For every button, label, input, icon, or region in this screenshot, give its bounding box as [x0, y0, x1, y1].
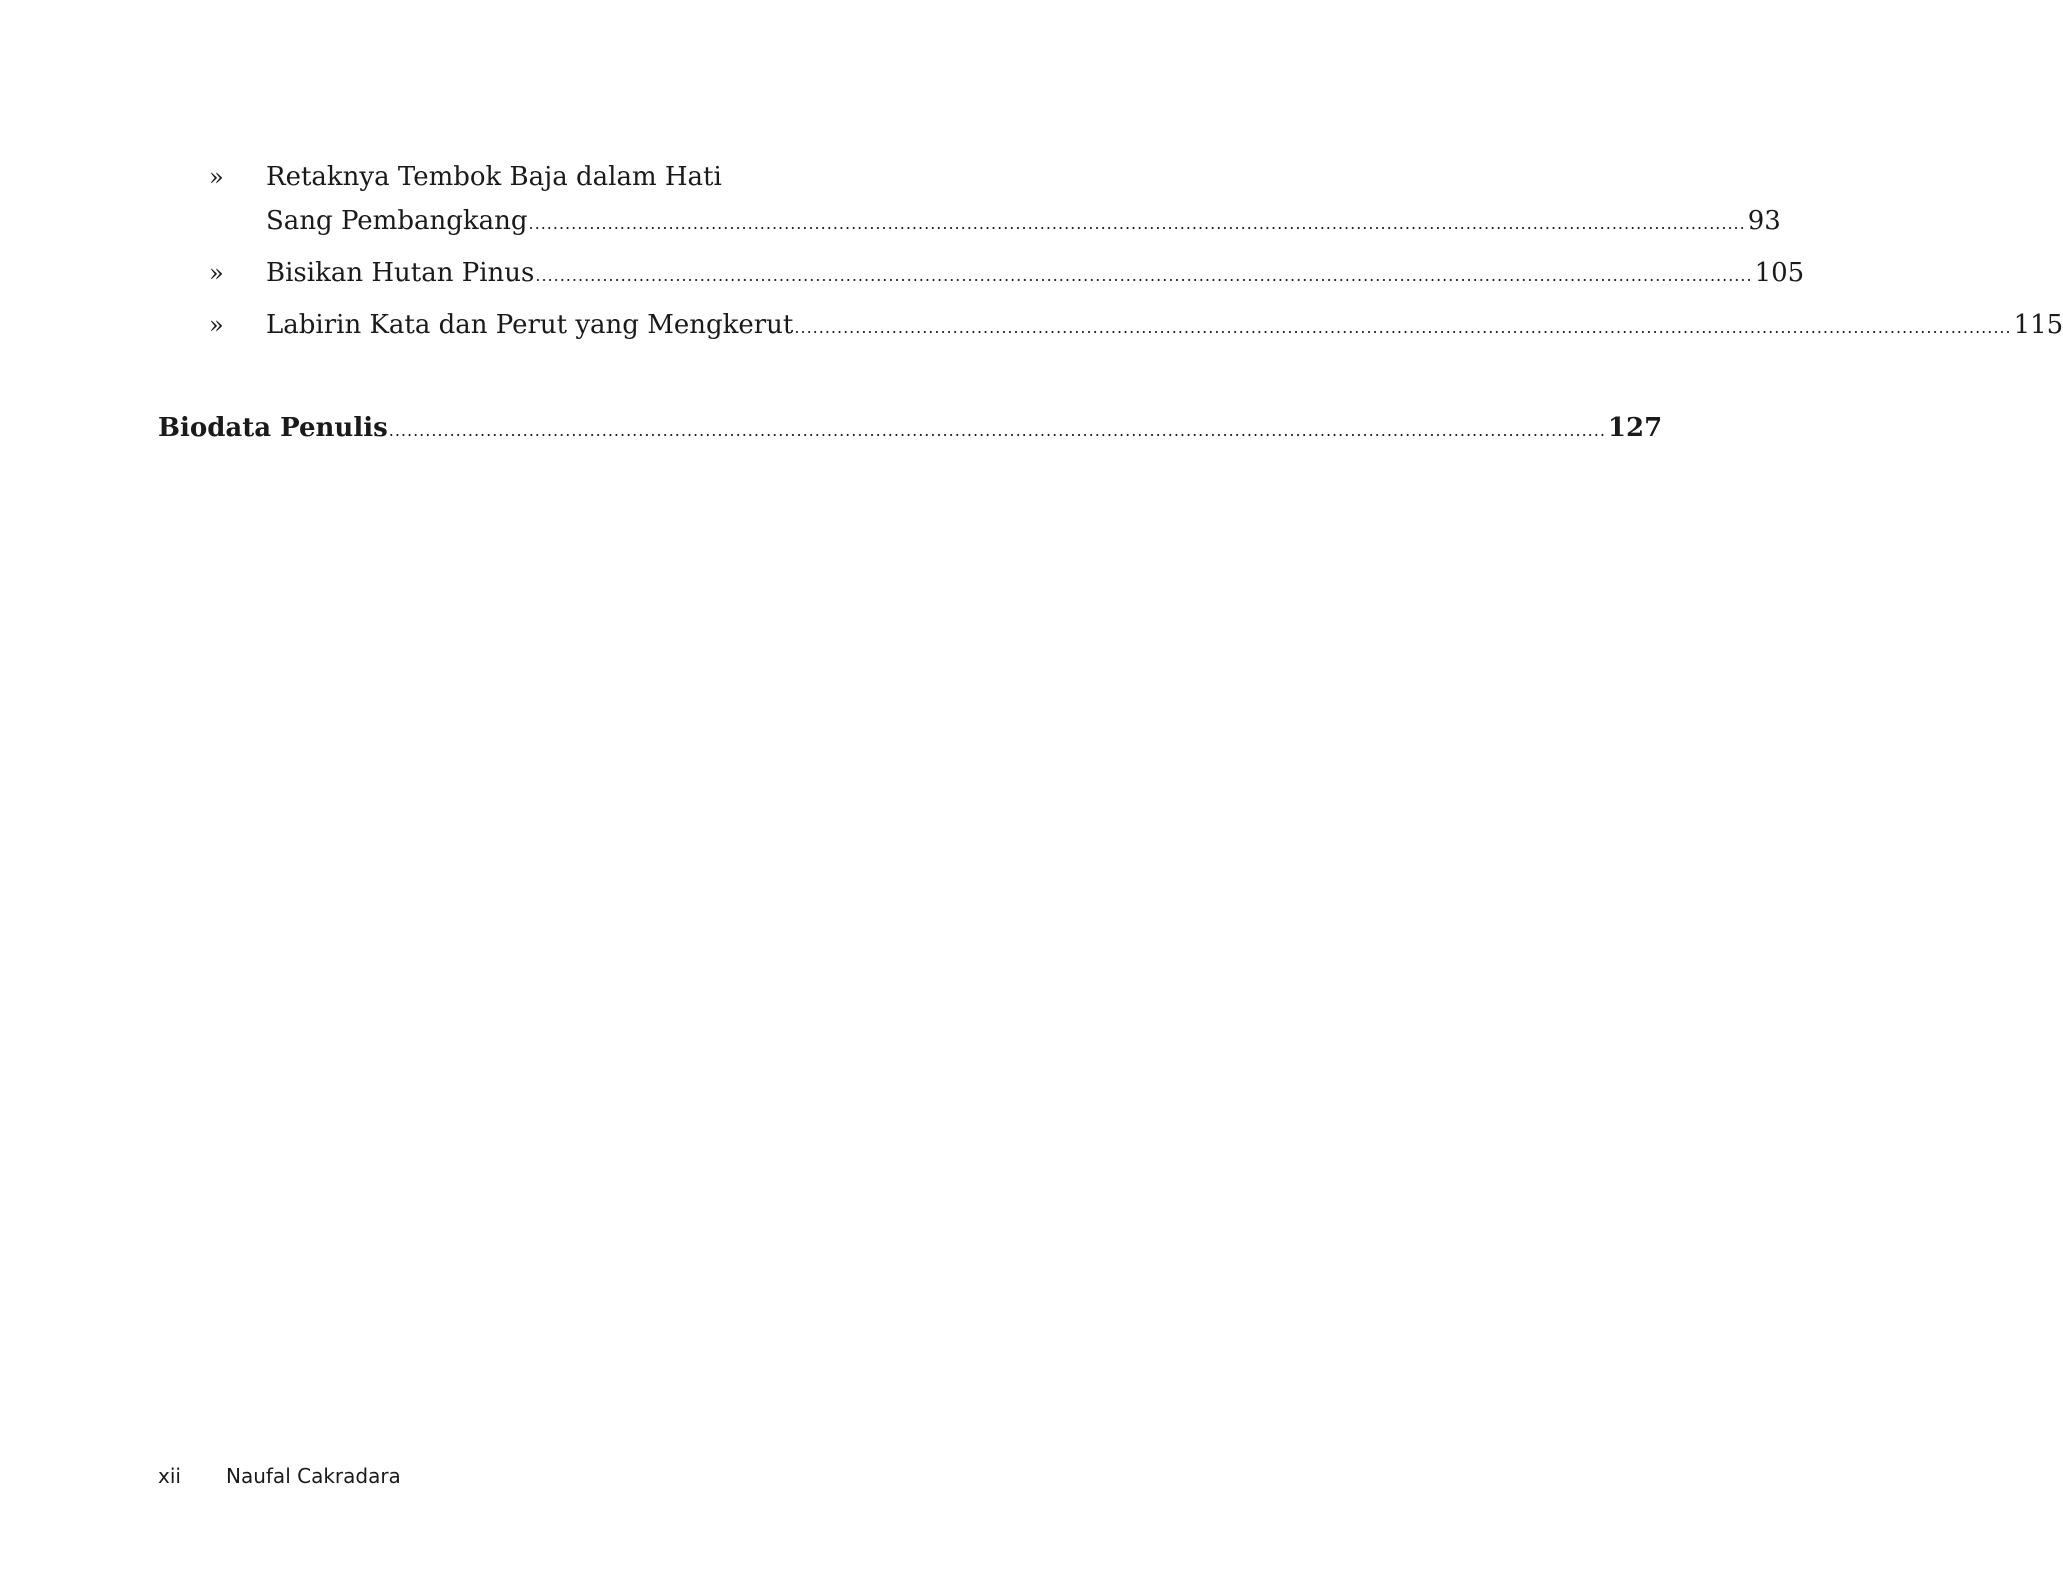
toc-entry-page: 105 [1754, 258, 1805, 288]
dot-leader: ........................................................................................................................................................................................................ [535, 266, 1753, 285]
dot-leader: ........................................................................................................................................................................................................ [794, 318, 2012, 337]
toc-section-title: Biodata Penulis [158, 413, 388, 443]
toc-entry-page: 93 [1747, 206, 1781, 236]
author-name: Naufal Cakradara [226, 1464, 401, 1488]
toc-entry-title: Labirin Kata dan Perut yang Mengkerut [266, 310, 794, 340]
toc-entry-page: 115 [2013, 310, 2063, 340]
toc-entry-line [266, 204, 1781, 241]
dot-leader: ........................................................................................................................................................................................................ [388, 421, 1606, 440]
toc-entry-title-line2: Sang Pembangkang [266, 206, 528, 236]
bullet-marker: » [209, 163, 224, 191]
bullet-marker: » [209, 259, 224, 287]
page-footer [158, 1462, 401, 1490]
toc-section-line [158, 411, 1663, 448]
toc-entry-line [266, 308, 2063, 345]
dot-leader: ........................................................................................................................................................................................................ [528, 214, 1746, 233]
toc-entry-title: Bisikan Hutan Pinus [266, 258, 535, 288]
page-number: xii [158, 1464, 181, 1488]
bullet-marker: » [209, 311, 224, 339]
toc-entry-title-line1: Retaknya Tembok Baja dalam Hati [266, 162, 722, 192]
toc-entry-line [266, 256, 1805, 293]
toc-section-page: 127 [1607, 413, 1663, 443]
